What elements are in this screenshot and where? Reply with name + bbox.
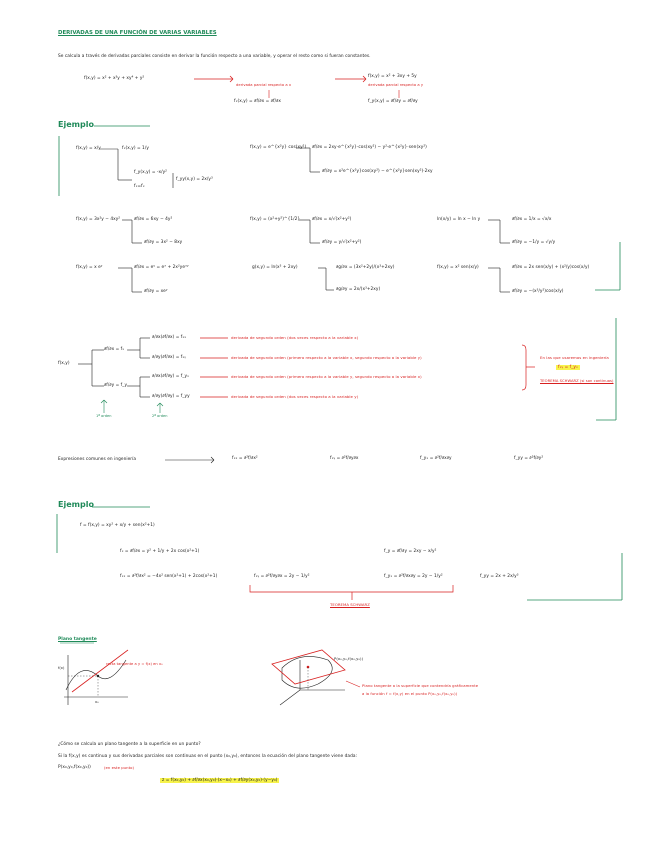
ex1a-fxfy: fₓ=fₓ [134,184,145,189]
notation-4: f_yy = ∂²f/∂y² [514,456,544,461]
ex2-fx: fₓ = ∂f/∂x = y² + 1/y + 2x cos(x²+1) [120,549,200,554]
closing-point: P(x₀,y₀,f(x₀,y₀)) [58,765,91,770]
def-red-note-1: derivada parcial respecto a x [236,83,292,87]
ex2-schwarz: TEOREMA SCHWARZ [330,602,370,607]
intro-text: Se calcula a través de derivadas parciales consiste en derivar la función respecto a una variable, y operar el resto como si fueran constantes. [58,54,371,59]
closing-point-note: (en este punto) [104,765,135,770]
ex1h-dx: ∂f/∂x = 2x sen(x/y) + (x²/y)cos(x/y) [512,265,590,270]
notation-2: fₓᵧ = ∂²f/∂y∂x [330,456,359,461]
tangent-curve-label: recta tangente a y = f(x) en x₀ [106,662,163,666]
notation-label: Expresiones comunes en ingeniería [58,457,137,462]
ex1e-dy: ∂f/∂y = −1/y = √y/y [512,240,556,245]
second-dfdx: ∂f/∂x = fₓ [104,347,125,352]
ex1f-func: f(x,y) = x eʸ [76,265,103,270]
ejemplo-2-heading: Ejemplo [58,500,94,509]
second-dfdy: ∂f/∂y = f_y [104,383,128,388]
ex1g-dx: ∂g/∂x = (3x²+2y)/(x³+2xy) [336,265,395,270]
tangent-x0: x₀ [95,700,99,704]
ex1h-dy: ∂f/∂y = −(x³/y²)cos(x/y) [512,289,564,294]
def-red-note-2: derivada parcial respecto a y [368,83,424,87]
ex1b-func: f(x,y) = e^{x²y} cos(xy²) [250,145,307,150]
ex1a-fx: fₓ(x,y) = 1/y [122,146,149,151]
ex2-fyx: f_yₓ = ∂²f/∂x∂y = 2y − 1/y² [384,574,443,579]
tangent-f-label: f(x) [58,666,65,670]
ex1e-func: ln(x/y) = ln x − ln y [437,217,481,222]
ex1g-dy: ∂g/∂y = 2x/(x³+2xy) [336,287,381,292]
def-left-eq: f(x,y) = x² + x³y + xy⁴ + y² [84,76,145,81]
ex1f-dy: ∂f/∂y = xeʸ [144,289,168,294]
notation-3: f_yₓ = ∂²f/∂x∂y [420,456,452,461]
closing-statement: Si la f(x,y) es continua y sus derivadas parciales son continuas en el punto (x₀,y₀), entonces la ecuación del plano tangente viene dada: [58,754,358,759]
tangent-heading: Plano tangente [58,637,97,642]
ex2-func: f = f(x,y) = xy² + x/y + sen(x²+1) [80,523,155,528]
ex1a-fy: f_y(x,y) = -x/y² [134,170,167,175]
note-fyx: derivada de segundo orden (primero respecto a la variable y, segundo respecto a la variable x) [231,374,422,379]
ex1c-dx: ∂f/∂x = 6xy − 4y² [134,217,173,222]
tangent-plane-note-1: Plano tangente a la superficie que contendría gráficamente [362,683,479,688]
ex1a-func: f(x,y) = x/y [76,146,101,151]
def-right-result: f_y(x,y) = ∂f/∂y = ∂f/∂y [368,99,418,104]
note-fyy: derivada de segundo orden (dos veces respecto a la variable y) [231,394,359,399]
side-eq: fₓᵧ = f_yₓ [558,365,578,370]
closing-question: ¿Cómo se calcula un plano tangente a la superficie en un punto? [58,742,201,747]
def-left-result: fₓ(x,y) = ∂f/∂x = ∂f/∂x [234,99,281,104]
label-segunda: 2ª orden [152,414,168,418]
ex2-fxx: fₓₓ = ∂²f/∂x² = −4x² sen(x²+1) + 2cos(x²+1) [120,574,218,579]
second-fxy: ∂/∂y(∂f/∂x) = fₓᵧ [152,355,186,360]
ex1c-func: f(x,y) = 3x²y − 4xy² [76,217,121,222]
ex1d-dy: ∂f/∂y = y/√(x²+y²) [322,240,362,245]
side-note-1: En las que usaremos en ingeniería [540,355,609,360]
def-right-eq: f(x,y) = x² + 3xy + 5y [368,74,417,79]
ex1d-func: f(x,y) = (x²+y²)^{1/2} [250,217,301,222]
ex1b-dx: ∂f/∂x = 2xy·e^{x²y}·cos(xy²) − y²·e^{x²y}·sen(xy²) [312,145,427,150]
tangent-plane-formula: z = f(x₀,y₀) + ∂f/∂x(x₀,y₀)·(x−x₀) + ∂f/∂y(x₀,y₀)·(y−y₀) [162,778,278,783]
tangent-plane-note-2: a la función f = f(x,y) en el punto P(x₀,y₀,f(x₀,y₀)) [362,691,458,696]
ex1b-dy: ∂f/∂y = x²e^{x²y}cos(xy²) − e^{x²y}sen(xy²)·2xy [322,169,433,174]
ex1f-dx: ∂f/∂x = eʸ = eˣ + 2x²yeˣʸ [134,265,189,270]
ex1a-fyy: f_yy(x,y) = 2x/y³ [176,177,213,182]
notation-1: fₓₓ = ∂²f/∂x² [232,456,258,461]
ex1e-dx: ∂f/∂x = 1/x = √x/x [512,217,552,222]
ex1d-dx: ∂f/∂x = x/√(x²+y²) [312,217,352,222]
second-fyx: ∂/∂x(∂f/∂y) = f_yₓ [152,374,190,379]
ex2-fyy: f_yy = 2x + 2x/y³ [480,574,519,579]
side-note-2: TEOREMA SCHWARZ (si son continuas) [540,379,614,383]
ex2-fy: f_y = ∂f/∂y = 2xy − x/y² [384,549,437,554]
ex1c-dy: ∂f/∂y = 3x² − 8xy [144,240,183,245]
note-fxy: derivada de segundo orden (primero respecto a la variable x, segundo respecto a la variable y) [231,355,422,360]
note-fxx: derivada de segundo orden (dos veces respecto a la variable x) [231,335,359,340]
page-title: DERIVADAS DE UNA FUNCIÓN DE VARIAS VARIABLES [58,30,217,36]
ejemplo-1-heading: Ejemplo [58,120,94,129]
second-root: f(x,y) [58,361,70,366]
label-primera: 1ª orden [96,414,112,418]
ex1h-func: f(x,y) = x² sen(x/y) [437,265,479,270]
second-fxx: ∂/∂x(∂f/∂x) = fₓₓ [152,335,187,340]
ex2-fxy: fₓᵧ = ∂²f/∂y∂x = 2y − 1/y² [254,574,310,579]
second-fyy: ∂/∂y(∂f/∂y) = f_yy [152,394,190,399]
ex1g-func: g(x,y) = ln(x³ + 2xy) [252,265,298,270]
tangent-point-label: P(x₀,y₀,f(x₀,y₀)) [334,656,364,661]
